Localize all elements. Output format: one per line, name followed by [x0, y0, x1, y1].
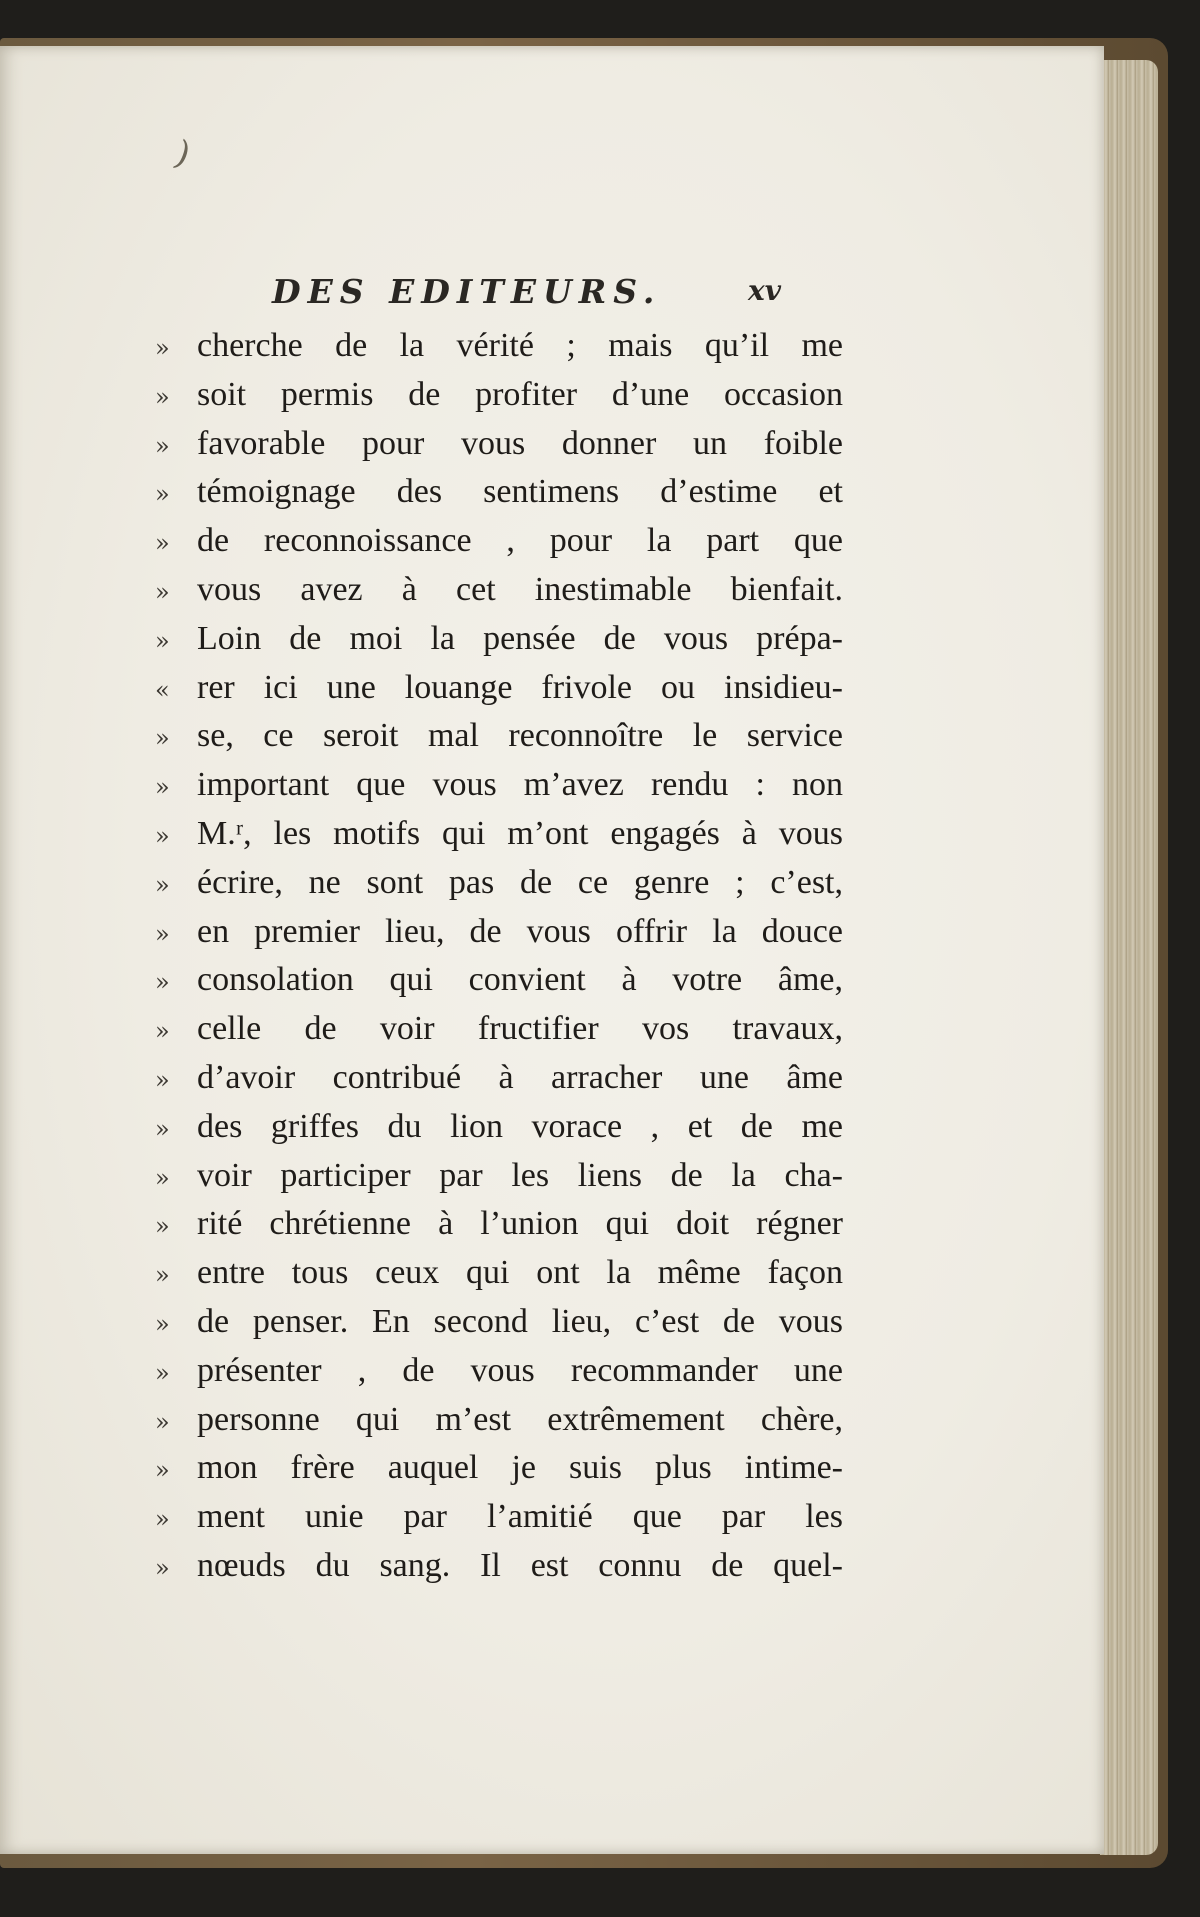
text-line: [155, 812, 855, 861]
quotation-mark: »: [155, 870, 170, 899]
line-text: consolation qui convient à votre âme,: [197, 961, 843, 999]
quotation-mark: »: [155, 626, 170, 655]
line-text: Loin de moi la pensée de vous prépa-: [197, 619, 843, 657]
line-text: favorable pour vous donner un foible: [197, 424, 843, 462]
text-line: [155, 470, 855, 519]
text-line: [155, 373, 855, 422]
line-text: ment unie par l’amitié que par les: [197, 1498, 843, 1536]
book-page: [0, 46, 1104, 1854]
line-text: important que vous m’avez rendu : non: [197, 766, 843, 804]
quotation-mark: »: [155, 1456, 170, 1485]
line-text: entre tous ceux qui ont la même façon: [197, 1254, 843, 1292]
body-text: [155, 324, 855, 1593]
text-line: [155, 1154, 855, 1203]
text-line: [155, 422, 855, 471]
text-line: [155, 1398, 855, 1447]
line-text: voir participer par les liens de la cha-: [197, 1156, 843, 1194]
text-line: [155, 910, 855, 959]
text-line: [155, 1105, 855, 1154]
quotation-mark: »: [155, 821, 170, 850]
text-line: [155, 324, 855, 373]
text-line: [155, 1007, 855, 1056]
line-text: M.ʳ, les motifs qui m’ont engagés à vous: [197, 814, 843, 852]
text-line: [155, 714, 855, 763]
quotation-mark: »: [155, 1407, 170, 1436]
text-line: [155, 958, 855, 1007]
quotation-mark: »: [155, 334, 170, 362]
line-text: écrire, ne sont pas de ce genre ; c’est,: [197, 863, 843, 901]
page-edges: [1100, 60, 1158, 1855]
line-text: de reconnoissance , pour la part que: [197, 522, 843, 560]
quotation-mark: »: [155, 529, 170, 558]
quotation-mark: »: [155, 1553, 170, 1582]
line-text: rer ici une louange frivole ou insidieu-: [197, 668, 843, 706]
text-line: [155, 1251, 855, 1300]
text-line: [155, 1056, 855, 1105]
quotation-mark: »: [155, 1212, 170, 1241]
line-text: nœuds du sang. Il est connu de quel-: [197, 1546, 843, 1584]
quotation-mark: »: [155, 1065, 170, 1094]
page-number: xv: [748, 274, 781, 307]
quotation-mark: »: [155, 968, 170, 997]
quotation-mark: »: [155, 577, 170, 606]
quotation-mark: »: [155, 1309, 170, 1338]
text-line: [155, 1446, 855, 1495]
line-text: rité chrétienne à l’union qui doit régner: [197, 1205, 843, 1243]
line-text: de penser. En second lieu, c’est de vous: [197, 1302, 843, 1340]
line-text: vous avez à cet inestimable bienfait.: [197, 570, 843, 608]
quotation-mark: »: [155, 773, 170, 802]
quotation-mark: »: [155, 1114, 170, 1143]
stray-pencil-mark: ): [169, 132, 196, 176]
text-line: [155, 666, 855, 715]
line-text: mon frère auquel je suis plus intime-: [197, 1449, 843, 1487]
quotation-mark: «: [155, 675, 170, 704]
text-line: [155, 1495, 855, 1544]
text-line: [155, 519, 855, 568]
quotation-mark: »: [155, 724, 170, 753]
text-line: [155, 763, 855, 812]
quotation-mark: »: [155, 1505, 170, 1534]
line-text: se, ce seroit mal reconnoître le service: [197, 717, 843, 755]
quotation-mark: »: [155, 480, 170, 509]
text-line: [155, 861, 855, 910]
line-text: des griffes du lion vorace , et de me: [197, 1107, 843, 1145]
text-line: [155, 1544, 855, 1593]
quotation-mark: »: [155, 382, 170, 411]
text-line: [155, 1202, 855, 1251]
text-line: [155, 1349, 855, 1398]
line-text: cherche de la vérité ; mais qu’il me: [197, 327, 843, 364]
page-header: [272, 272, 852, 322]
line-text: soit permis de profiter d’une occasion: [197, 375, 843, 413]
line-text: personne qui m’est extrêmement chère,: [197, 1400, 843, 1438]
quotation-mark: »: [155, 1358, 170, 1387]
quotation-mark: »: [155, 919, 170, 948]
running-head: DES EDITEURS.: [272, 272, 662, 311]
line-text: témoignage des sentimens d’estime et: [197, 473, 843, 511]
line-text: celle de voir fructifier vos travaux,: [197, 1010, 843, 1048]
line-text: présenter , de vous recommander une: [197, 1351, 843, 1389]
quotation-mark: »: [155, 1261, 170, 1290]
quotation-mark: »: [155, 1163, 170, 1192]
quotation-mark: »: [155, 1017, 170, 1046]
text-line: [155, 617, 855, 666]
text-line: [155, 568, 855, 617]
line-text: en premier lieu, de vous offrir la douce: [197, 912, 843, 950]
quotation-mark: »: [155, 431, 170, 460]
text-line: [155, 1300, 855, 1349]
line-text: d’avoir contribué à arracher une âme: [197, 1058, 843, 1096]
